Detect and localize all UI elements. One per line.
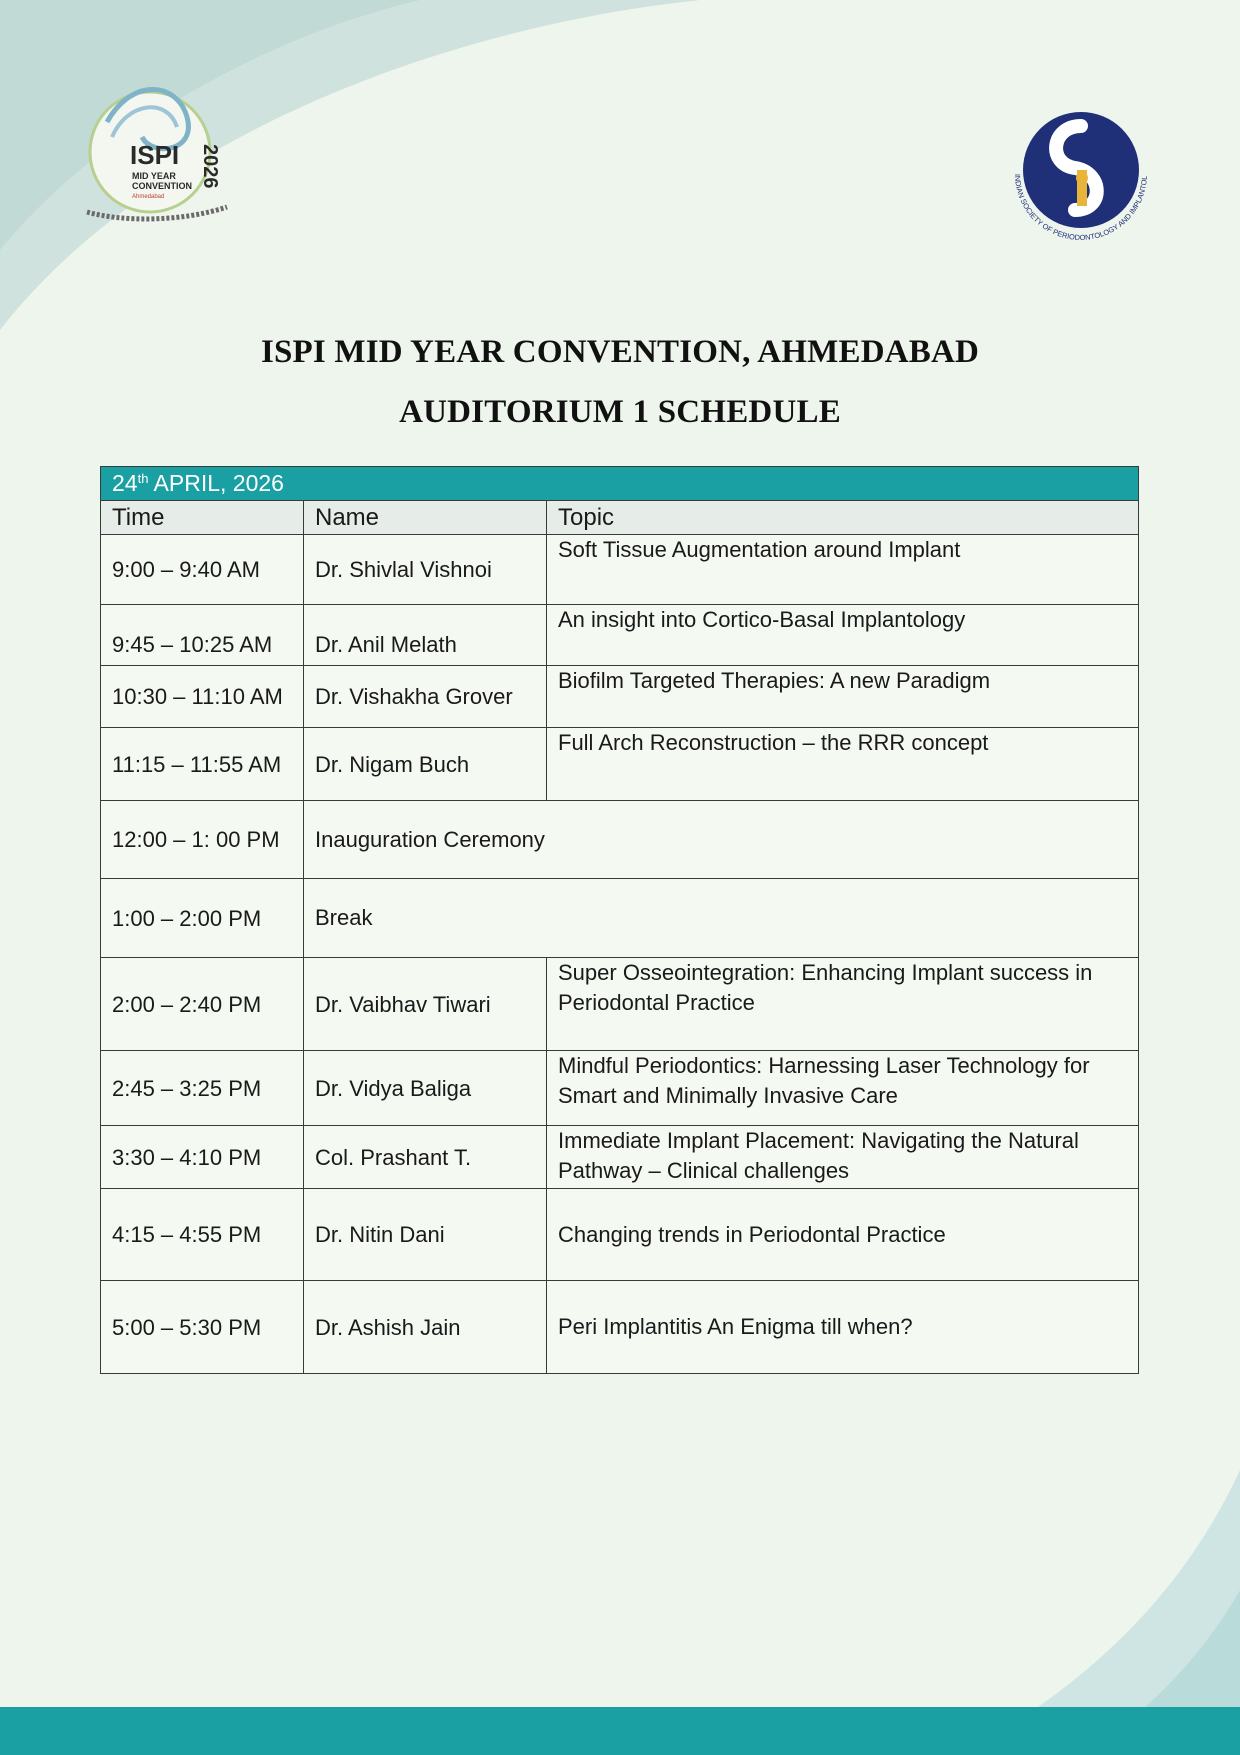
time-cell: 2:00 – 2:40 PM	[101, 958, 304, 1051]
table-row	[101, 1189, 1139, 1281]
time-cell: 9:45 – 10:25 AM	[101, 605, 304, 666]
svg-text:CONVENTION: CONVENTION	[132, 181, 193, 191]
schedule-table	[100, 466, 1139, 1374]
table-row	[101, 879, 1139, 958]
topic-cell: Super Osseointegration: Enhancing Implant success in Periodontal Practice	[547, 958, 1139, 1051]
table-row	[101, 801, 1139, 879]
time-cell: 3:30 – 4:10 PM	[101, 1126, 304, 1189]
date-header: 24th APRIL, 2026	[101, 467, 1139, 501]
table-row	[101, 958, 1139, 1051]
speaker-cell: Dr. Shivlal Vishnoi	[304, 535, 547, 605]
speaker-cell: Dr. Nitin Dani	[304, 1189, 547, 1281]
speaker-cell: Dr. Vishakha Grover	[304, 666, 547, 728]
topic-cell: Biofilm Targeted Therapies: A new Paradigm	[547, 666, 1139, 728]
ispi-convention-logo	[82, 82, 232, 230]
svg-text:MID YEAR: MID YEAR	[132, 171, 176, 181]
table-row	[101, 1126, 1139, 1189]
speaker-cell: Dr. Nigam Buch	[304, 728, 547, 801]
date-header-row	[101, 467, 1139, 501]
time-cell: 1:00 – 2:00 PM	[101, 879, 304, 958]
bottom-bar	[0, 1707, 1240, 1755]
svg-text:ISPI: ISPI	[130, 140, 180, 170]
speaker-cell: Dr. Ashish Jain	[304, 1281, 547, 1374]
speaker-cell: Dr. Vidya Baliga	[304, 1051, 547, 1126]
page-subtitle: AUDITORIUM 1 SCHEDULE	[399, 394, 841, 430]
speaker-cell: Dr. Anil Melath	[304, 605, 547, 666]
speaker-cell: Col. Prashant T.	[304, 1126, 547, 1189]
topic-cell: Soft Tissue Augmentation around Implant	[547, 535, 1139, 605]
topic-cell: Changing trends in Periodontal Practice	[547, 1189, 1139, 1281]
topic-cell: Peri Implantitis An Enigma till when?	[547, 1281, 1139, 1374]
time-cell: 4:15 – 4:55 PM	[101, 1189, 304, 1281]
topic-column-header: Topic	[547, 501, 1139, 535]
event-cell: Break	[304, 879, 1139, 958]
time-cell: 2:45 – 3:25 PM	[101, 1051, 304, 1126]
table-row	[101, 1281, 1139, 1374]
time-cell: 12:00 – 1: 00 PM	[101, 801, 304, 879]
table-row	[101, 728, 1139, 801]
time-cell: 5:00 – 5:30 PM	[101, 1281, 304, 1374]
time-cell: 10:30 – 11:10 AM	[101, 666, 304, 728]
name-column-header: Name	[304, 501, 547, 535]
ispi-society-logo	[995, 88, 1167, 260]
time-cell: 11:15 – 11:55 AM	[101, 728, 304, 801]
svg-text:2026: 2026	[199, 144, 221, 189]
speaker-cell: Dr. Vaibhav Tiwari	[304, 958, 547, 1051]
svg-text:INDIAN SOCIETY OF PERIODONTOLO: INDIAN SOCIETY OF PERIODONTOLOGY AND IMPLANTOL	[1012, 173, 1150, 243]
table-row	[101, 1051, 1139, 1126]
table-row	[101, 535, 1139, 605]
table-row	[101, 605, 1139, 666]
table-row	[101, 666, 1139, 728]
topic-cell: Mindful Periodontics: Harnessing Laser Technology for Smart and Minimally Invasive Care	[547, 1051, 1139, 1126]
topic-cell: Full Arch Reconstruction – the RRR concept	[547, 728, 1139, 801]
time-column-header: Time	[101, 501, 304, 535]
topic-cell: Immediate Implant Placement: Navigating the Natural Pathway – Clinical challenges	[547, 1126, 1139, 1189]
page-title: ISPI MID YEAR CONVENTION, AHMEDABAD	[260, 334, 980, 370]
topic-cell: An insight into Cortico-Basal Implantology	[547, 605, 1139, 666]
column-header-row	[101, 501, 1139, 535]
time-cell: 9:00 – 9:40 AM	[101, 535, 304, 605]
svg-text:Ahmedabad: Ahmedabad	[132, 194, 165, 200]
event-cell: Inauguration Ceremony	[304, 801, 1139, 879]
